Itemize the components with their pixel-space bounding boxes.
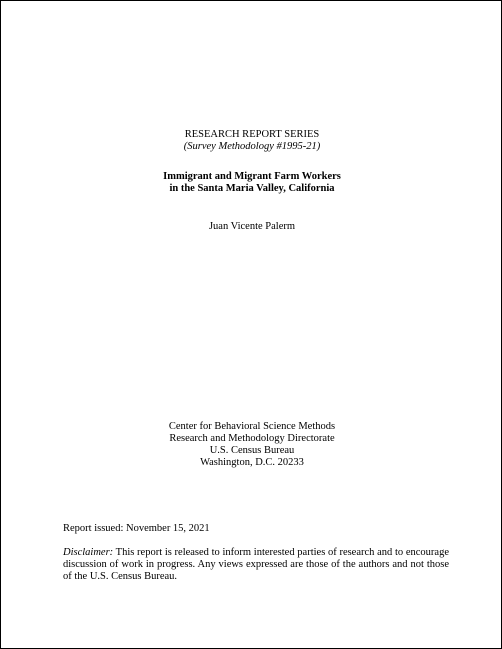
series-title: RESEARCH REPORT SERIES <box>184 129 320 140</box>
disclaimer-paragraph <box>63 547 449 583</box>
organization-line-4: Washington, D.C. 20233 <box>200 457 304 468</box>
organization-line-2: Research and Methodology Directorate <box>169 433 335 444</box>
author-name: Juan Vicente Palerm <box>208 221 296 232</box>
organization-line-3: U.S. Census Bureau <box>209 445 295 456</box>
disclaimer-text: This report is released to inform interested parties of research and to encourage discussion of work in progress. Any views expressed are those of the authors and not those of the U.S. Census Bureau. <box>63 547 449 582</box>
report-title-line-2: in the Santa Maria Valley, California <box>169 183 335 194</box>
organization-line-1: Center for Behavioral Science Methods <box>168 421 336 432</box>
series-subtitle: (Survey Methodology #1995-21) <box>183 141 321 152</box>
issue-date: Report issued: November 15, 2021 <box>63 523 210 534</box>
disclaimer-label: Disclaimer: <box>63 547 114 558</box>
report-title-line-1: Immigrant and Migrant Farm Workers <box>163 171 341 182</box>
